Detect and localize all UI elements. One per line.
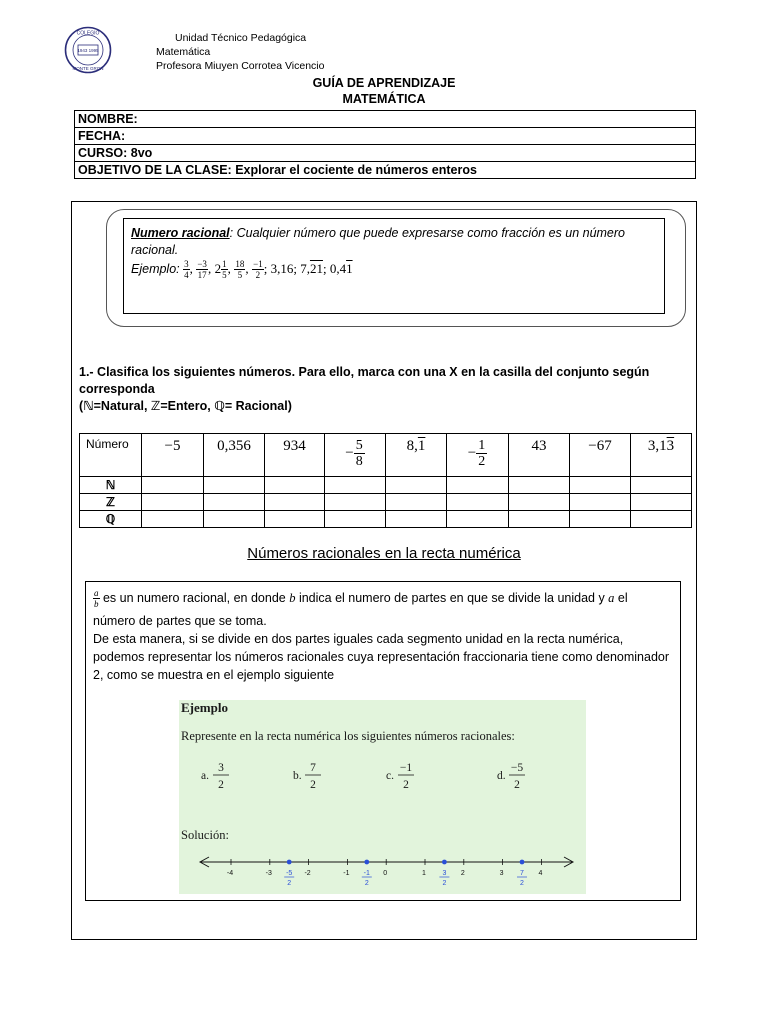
explanation-line-5: 2, como se muestra en el ejemplo siguiente [93, 668, 335, 682]
number-cell: −67 [570, 434, 631, 477]
answer-cell[interactable] [325, 494, 386, 511]
definition-term: Numero racional [131, 226, 230, 240]
answer-cell[interactable] [265, 494, 325, 511]
axis-tick-label: -3 [265, 870, 272, 877]
answer-cell[interactable] [631, 477, 692, 494]
explanation-line-2: número de partes que se toma. [93, 614, 267, 628]
example-mixed-whole: 2 [214, 260, 222, 276]
answer-cell[interactable] [265, 477, 325, 494]
example-item-numerator: 3 [218, 762, 224, 774]
example-item-denominator: 2 [218, 779, 224, 791]
number-cell: 3,13 [631, 434, 692, 477]
example-title: Ejemplo [181, 700, 228, 715]
student-info-table [74, 110, 696, 179]
answer-cell[interactable] [447, 511, 509, 528]
example-figure [179, 700, 586, 894]
number-line-point [284, 860, 294, 887]
number-cell: 0,356 [204, 434, 265, 477]
answer-cell[interactable] [631, 511, 692, 528]
example-fraction-3: $\frac{1}{5}$ [222, 259, 227, 280]
example-item-label: d. [497, 770, 506, 782]
answer-cell[interactable] [570, 511, 631, 528]
point-marker [364, 860, 369, 865]
set-label: ℚ [80, 511, 142, 528]
point-marker [442, 860, 447, 865]
example-item-numerator: 7 [310, 762, 316, 774]
number-cell: − $\frac{1}{2}$ [447, 434, 509, 477]
example-item [386, 762, 414, 791]
logo-text-bottom: MONTE GRON [72, 66, 104, 71]
answer-cell[interactable] [325, 477, 386, 494]
number-line [200, 857, 573, 887]
answer-cell[interactable] [509, 511, 570, 528]
example-item-denominator: 2 [514, 779, 520, 791]
example-item [201, 762, 229, 791]
answer-cell[interactable] [386, 511, 447, 528]
example-panel [179, 700, 586, 894]
point-numerator: -1 [363, 870, 370, 877]
logo-text-mid: 1943 1995 [77, 48, 99, 53]
example-item-label: c. [386, 770, 394, 782]
example-item [293, 762, 321, 791]
answer-cell[interactable] [204, 494, 265, 511]
example-fraction-1: $\frac{3}{4}$ [184, 259, 189, 280]
answer-cell[interactable] [265, 511, 325, 528]
example-item-label: a. [201, 770, 209, 782]
answer-cell[interactable] [142, 511, 204, 528]
class-objective: OBJETIVO DE LA CLASE: Explorar el cociente de números enteros [75, 162, 696, 179]
number-cell: 8,1 [386, 434, 447, 477]
explanation-line-4: podemos representar los números racionales cuya representación fraccionaria tiene como denominador [93, 650, 670, 664]
example-fraction-4: $\frac{18}{5}$ [235, 259, 245, 280]
answer-cell[interactable] [509, 494, 570, 511]
answer-cell[interactable] [142, 477, 204, 494]
point-marker [520, 860, 525, 865]
number-cell: 934 [265, 434, 325, 477]
example-label: Ejemplo: [131, 261, 180, 276]
question-1-line-1: 1.- Clasifica los siguientes números. Para ello, marca con una X en la casilla del conjunto según [79, 365, 650, 379]
fraction-a-over-b: $\frac{a}{b}$ [94, 588, 99, 609]
answer-cell[interactable] [570, 477, 631, 494]
number-cell: −5 [142, 434, 204, 477]
point-denominator: 2 [364, 880, 369, 887]
set-row-integer [80, 494, 692, 511]
header-line-teacher: Profesora Miuyen Corrotea Vicencio [156, 60, 325, 72]
point-denominator: 2 [520, 880, 524, 887]
axis-tick-label: -1 [343, 870, 350, 877]
number-cell: − $\frac{5}{8}$ [325, 434, 386, 477]
name-field[interactable]: NOMBRE: [75, 111, 696, 128]
definition-box: Numero racional: Cualquier número que puede expresarse como fracción es un número racional. Ejemplo: $\frac{3}{4}$ , $\frac{-3}{17}$ , 2 $\frac{1}{5}$ , $\frac{18}{5}$ , $\frac{-1}{2}$ ; 3,16; 7,21; 0,41 [123, 218, 665, 314]
example-item-denominator: 2 [403, 779, 409, 791]
example-fraction-5: $\frac{-1}{2}$ [253, 259, 263, 280]
axis-tick-label: -4 [226, 870, 234, 877]
axis-tick-label: 3 [499, 870, 504, 877]
question-1-line-2: corresponda [79, 382, 155, 396]
number-cell: 43 [509, 434, 570, 477]
answer-cell[interactable] [204, 477, 265, 494]
answer-cell[interactable] [509, 477, 570, 494]
number-line-point [439, 860, 449, 887]
axis-tick-label: 0 [383, 870, 388, 877]
school-logo [64, 26, 112, 74]
number-header: Número [80, 434, 142, 477]
explanation-line-3: De esta manera, si se divide en dos partes iguales cada segmento unidad en la recta numérica, [93, 632, 624, 646]
example-item [497, 762, 525, 791]
example-items [201, 762, 525, 791]
axis-tick-label: 4 [538, 870, 543, 877]
answer-cell[interactable] [204, 511, 265, 528]
guide-title: GUÍA DE APRENDIZAJE [312, 76, 456, 90]
point-numerator: 3 [442, 870, 447, 877]
point-denominator: 2 [442, 880, 447, 887]
point-numerator: -5 [286, 870, 293, 877]
point-numerator: 7 [520, 870, 524, 877]
answer-cell[interactable] [386, 477, 447, 494]
example-item-denominator: 2 [310, 779, 316, 791]
question-1 [79, 364, 679, 415]
axis-tick-label: -2 [304, 870, 311, 877]
example-item-numerator: −1 [399, 762, 413, 774]
axis-tick-label: 1 [422, 870, 426, 877]
answer-cell[interactable] [447, 477, 509, 494]
header-line-unit: Unidad Técnico Pedagógica [175, 32, 307, 44]
set-label: ℕ [80, 477, 142, 494]
definition-text: : Cualquier número que puede expresarse como fracción es un número racional. [131, 226, 626, 257]
date-field[interactable]: FECHA: [75, 128, 696, 145]
guide-subject-title: MATEMÁTICA [342, 92, 426, 106]
example-item-label: b. [293, 770, 302, 782]
course-field: CURSO: 8vo [75, 145, 696, 162]
answer-cell[interactable] [386, 494, 447, 511]
number-line-point [362, 860, 372, 887]
header-line-subject: Matemática [156, 46, 211, 58]
point-marker [287, 860, 292, 865]
set-row-natural [80, 477, 692, 494]
axis-tick-label: 2 [460, 870, 465, 877]
answer-cell[interactable] [570, 494, 631, 511]
example-decimals: ; 3,16; 7,21; 0,41 [263, 260, 353, 276]
point-denominator: 2 [287, 880, 292, 887]
section-title: Números racionales en la recta numérica [247, 545, 521, 562]
question-1-sets-legend: (ℕ=Natural, ℤ=Entero, ℚ= Racional) [79, 399, 292, 413]
answer-cell[interactable] [142, 494, 204, 511]
example-fraction-2: $\frac{-3}{17}$ [197, 259, 207, 280]
table-header-row [80, 434, 692, 477]
answer-cell[interactable] [631, 494, 692, 511]
example-instruction: Represente en la recta numérica los siguientes números racionales: [181, 729, 515, 743]
answer-cell[interactable] [447, 494, 509, 511]
answer-cell[interactable] [325, 511, 386, 528]
example-item-numerator: −5 [510, 762, 524, 774]
explanation-line-1: $\frac{a}{b}$ es un numero racional, en donde b indica el numero de partes en que se divide la unidad y a el [94, 588, 628, 609]
set-row-rational [80, 511, 692, 528]
classification-table [79, 433, 692, 528]
logo-text-top: COLEGIO [76, 30, 100, 37]
solution-label: Solución: [181, 828, 229, 842]
set-label: ℤ [80, 494, 142, 511]
number-line-point [517, 860, 527, 887]
